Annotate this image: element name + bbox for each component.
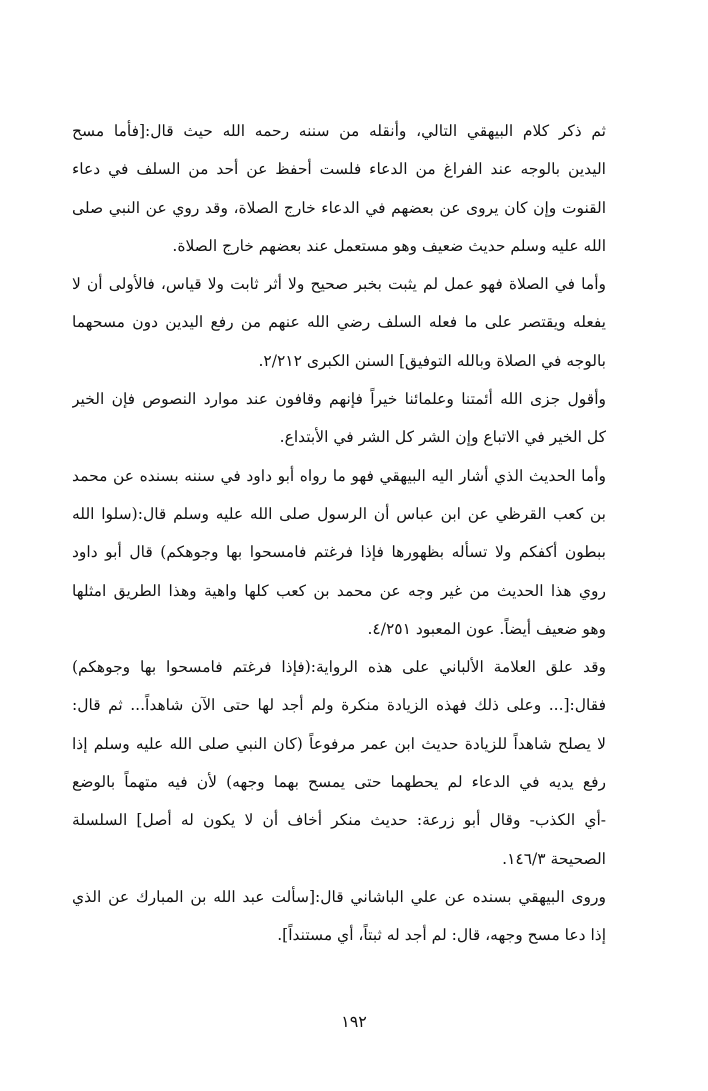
text-line: رفع يديه في الدعاء لم يحطهما حتى يمسح بهما وجهه) لأن فيه متهماً بالوضع — [72, 773, 606, 792]
text-line: بالوجه في الصلاة وبالله التوفيق] السنن الكبرى ٢/٢١٢. — [258, 351, 606, 370]
paragraph-ibn-mubarak — [72, 878, 606, 955]
page-number: ١٩٢ — [341, 1012, 367, 1031]
text-line: وأما الحديث الذي أشار اليه البيهقي فهو ما رواه أبو داود في سننه بسنده عن محمد — [72, 466, 606, 485]
text-line: كل الخير في الاتباع وإن الشر كل الشر في الأبتداع. — [279, 428, 606, 447]
paragraph-albani-comment — [72, 648, 606, 878]
text-line: الصحيحة ١٤٦/٣. — [502, 849, 606, 868]
text-line: ببطون أكفكم ولا تسأله بظهورها فإذا فرغتم فامسحوا بها وجوهكم) قال أبو داود — [72, 543, 606, 562]
text-line: اليدين بالوجه عند الفراغ من الدعاء فلست أحفظ عن أحد من السلف في دعاء — [72, 160, 606, 179]
text-line: الله عليه وسلم حديث ضعيف وهو مستعمل عند بعضهم خارج الصلاة. — [172, 236, 606, 255]
text-line: يفعله ويقتصر على ما فعله السلف رضي الله عنهم من رفع اليدين دون مسحهما — [72, 313, 606, 332]
text-line: وروى البيهقي بسنده عن علي الباشاني قال:[سألت عبد الله بن المبارك عن الذي — [72, 887, 606, 906]
text-line: فقال:[... وعلى ذلك فهذه الزيادة منكرة ولم أجد لها حتى الآن شاهداً... ثم قال: — [72, 696, 606, 715]
text-line: -أي الكذب- وقال أبو زرعة: حديث منكر أخاف أن لا يكون له أصل] السلسلة — [72, 811, 606, 830]
text-line: إذا دعا مسح وجهه، قال: لم أجد له ثبتاً، أي مستنداً]. — [277, 926, 606, 945]
paragraph-author-comment — [72, 380, 606, 457]
text-line: وأقول جزى الله أئمتنا وعلمائنا خيراً فإنهم وقافون عند موارد النصوص فإن الخير — [72, 390, 606, 409]
text-line: وأما في الصلاة فهو عمل لم يثبت بخبر صحيح ولا أثر ثابت ولا قياس، فالأولى أن لا — [72, 275, 606, 294]
text-line: روي هذا الحديث من غير وجه عن محمد بن كعب كلها واهية وهذا الطريق امثلها — [72, 581, 606, 600]
text-line: وهو ضعيف أيضاً. عون المعبود ٤/٢٥١. — [367, 619, 606, 638]
text-line: لا يصلح شاهداً للزيادة حديث ابن عمر مرفوعاً (كان النبي صلى الله عليه وسلم إذا — [72, 734, 606, 753]
text-line: القنوت وإن كان يروى عن بعضهم في الدعاء خارج الصلاة، وقد روي عن النبي صلى — [72, 198, 606, 217]
body-text — [72, 112, 606, 955]
paragraph-abu-dawud-hadith — [72, 457, 606, 648]
paragraph-bayhaqi-quote — [72, 112, 606, 265]
text-line: ثم ذكر كلام البيهقي التالي، وأنقله من سننه رحمه الله حيث قال:[فأما مسح — [72, 122, 606, 140]
text-line: وقد علق العلامة الألباني على هذه الرواية:(فإذا فرغتم فامسحوا بها وجوهكم) — [72, 658, 606, 677]
text-line: بن كعب القرظي عن ابن عباس أن الرسول صلى الله عليه وسلم قال:(سلوا الله — [72, 504, 606, 523]
paragraph-prayer-ruling — [72, 265, 606, 380]
